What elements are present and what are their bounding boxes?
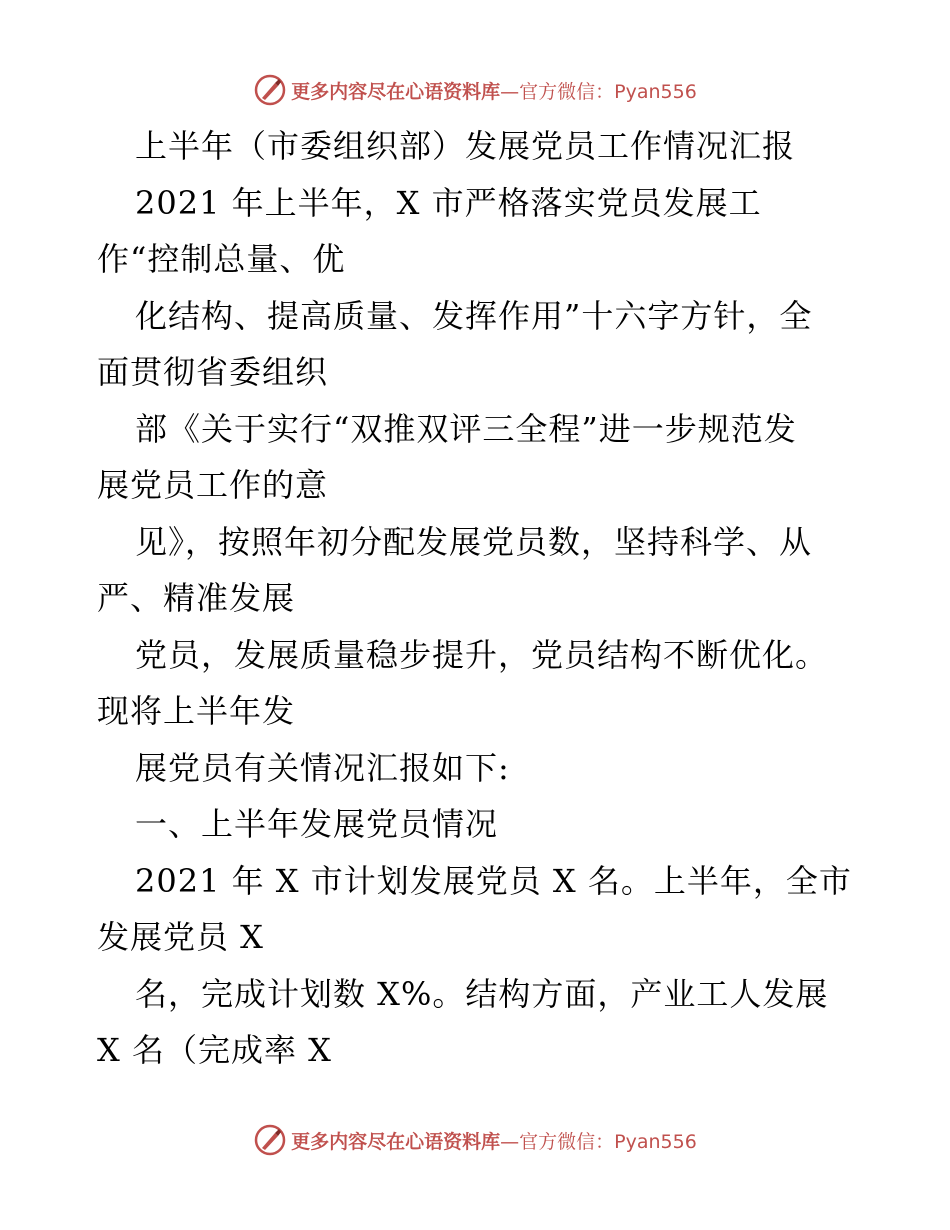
- text-line: 展党员有关情况汇报如下:: [135, 748, 510, 787]
- watermark-text: [291, 77, 697, 104]
- document-body: [97, 118, 857, 1079]
- text-line: 现将上半年发: [97, 692, 296, 730]
- text-line: 部《关于实行“双推双评三全程”进一步规范发: [135, 409, 797, 448]
- text-line: 发展党员 X: [97, 918, 264, 956]
- text-line: 2021 年 X 市计划发展党员 X 名。上半年，全市: [135, 861, 852, 900]
- watermark-banner-bottom: [0, 1120, 950, 1160]
- text-line: 2021 年上半年，X 市严格落实党员发展工: [135, 183, 762, 222]
- watermark-brand: 更多内容尽在心语资料库: [291, 1130, 501, 1153]
- watermark-text: [291, 1127, 697, 1154]
- text-line: 化结构、提高质量、发挥作用”十六字方针，全: [135, 296, 813, 335]
- text-line: 上半年（市委组织部）发展党员工作情况汇报: [135, 127, 796, 165]
- pen-logo-icon: [253, 1123, 287, 1157]
- watermark-separator: —: [500, 80, 520, 103]
- watermark-wechat: 官方微信：Pyan556: [519, 80, 697, 103]
- watermark-brand: 更多内容尽在心语资料库: [291, 80, 501, 103]
- text-line: 面贯彻省委组织: [97, 353, 329, 391]
- text-line: 展党员工作的意: [97, 466, 329, 504]
- text-line: 名，完成计划数 X%。结构方面，产业工人发展: [135, 974, 829, 1013]
- text-line: 严、精准发展: [97, 579, 296, 617]
- watermark-wechat: 官方微信：Pyan556: [519, 1130, 697, 1153]
- watermark-banner-top: [0, 70, 950, 110]
- watermark-separator: —: [500, 1130, 520, 1153]
- text-line: 见》，按照年初分配发展党员数，坚持科学、从: [135, 522, 813, 561]
- text-line: 作“控制总量、优: [97, 240, 346, 278]
- text-line: 一、上半年发展党员情况: [135, 805, 499, 843]
- text-line: 党员，发展质量稳步提升，党员结构不断优化。: [135, 635, 829, 674]
- pen-logo-icon: [253, 73, 287, 107]
- text-line: X 名（完成率 X: [97, 1031, 332, 1069]
